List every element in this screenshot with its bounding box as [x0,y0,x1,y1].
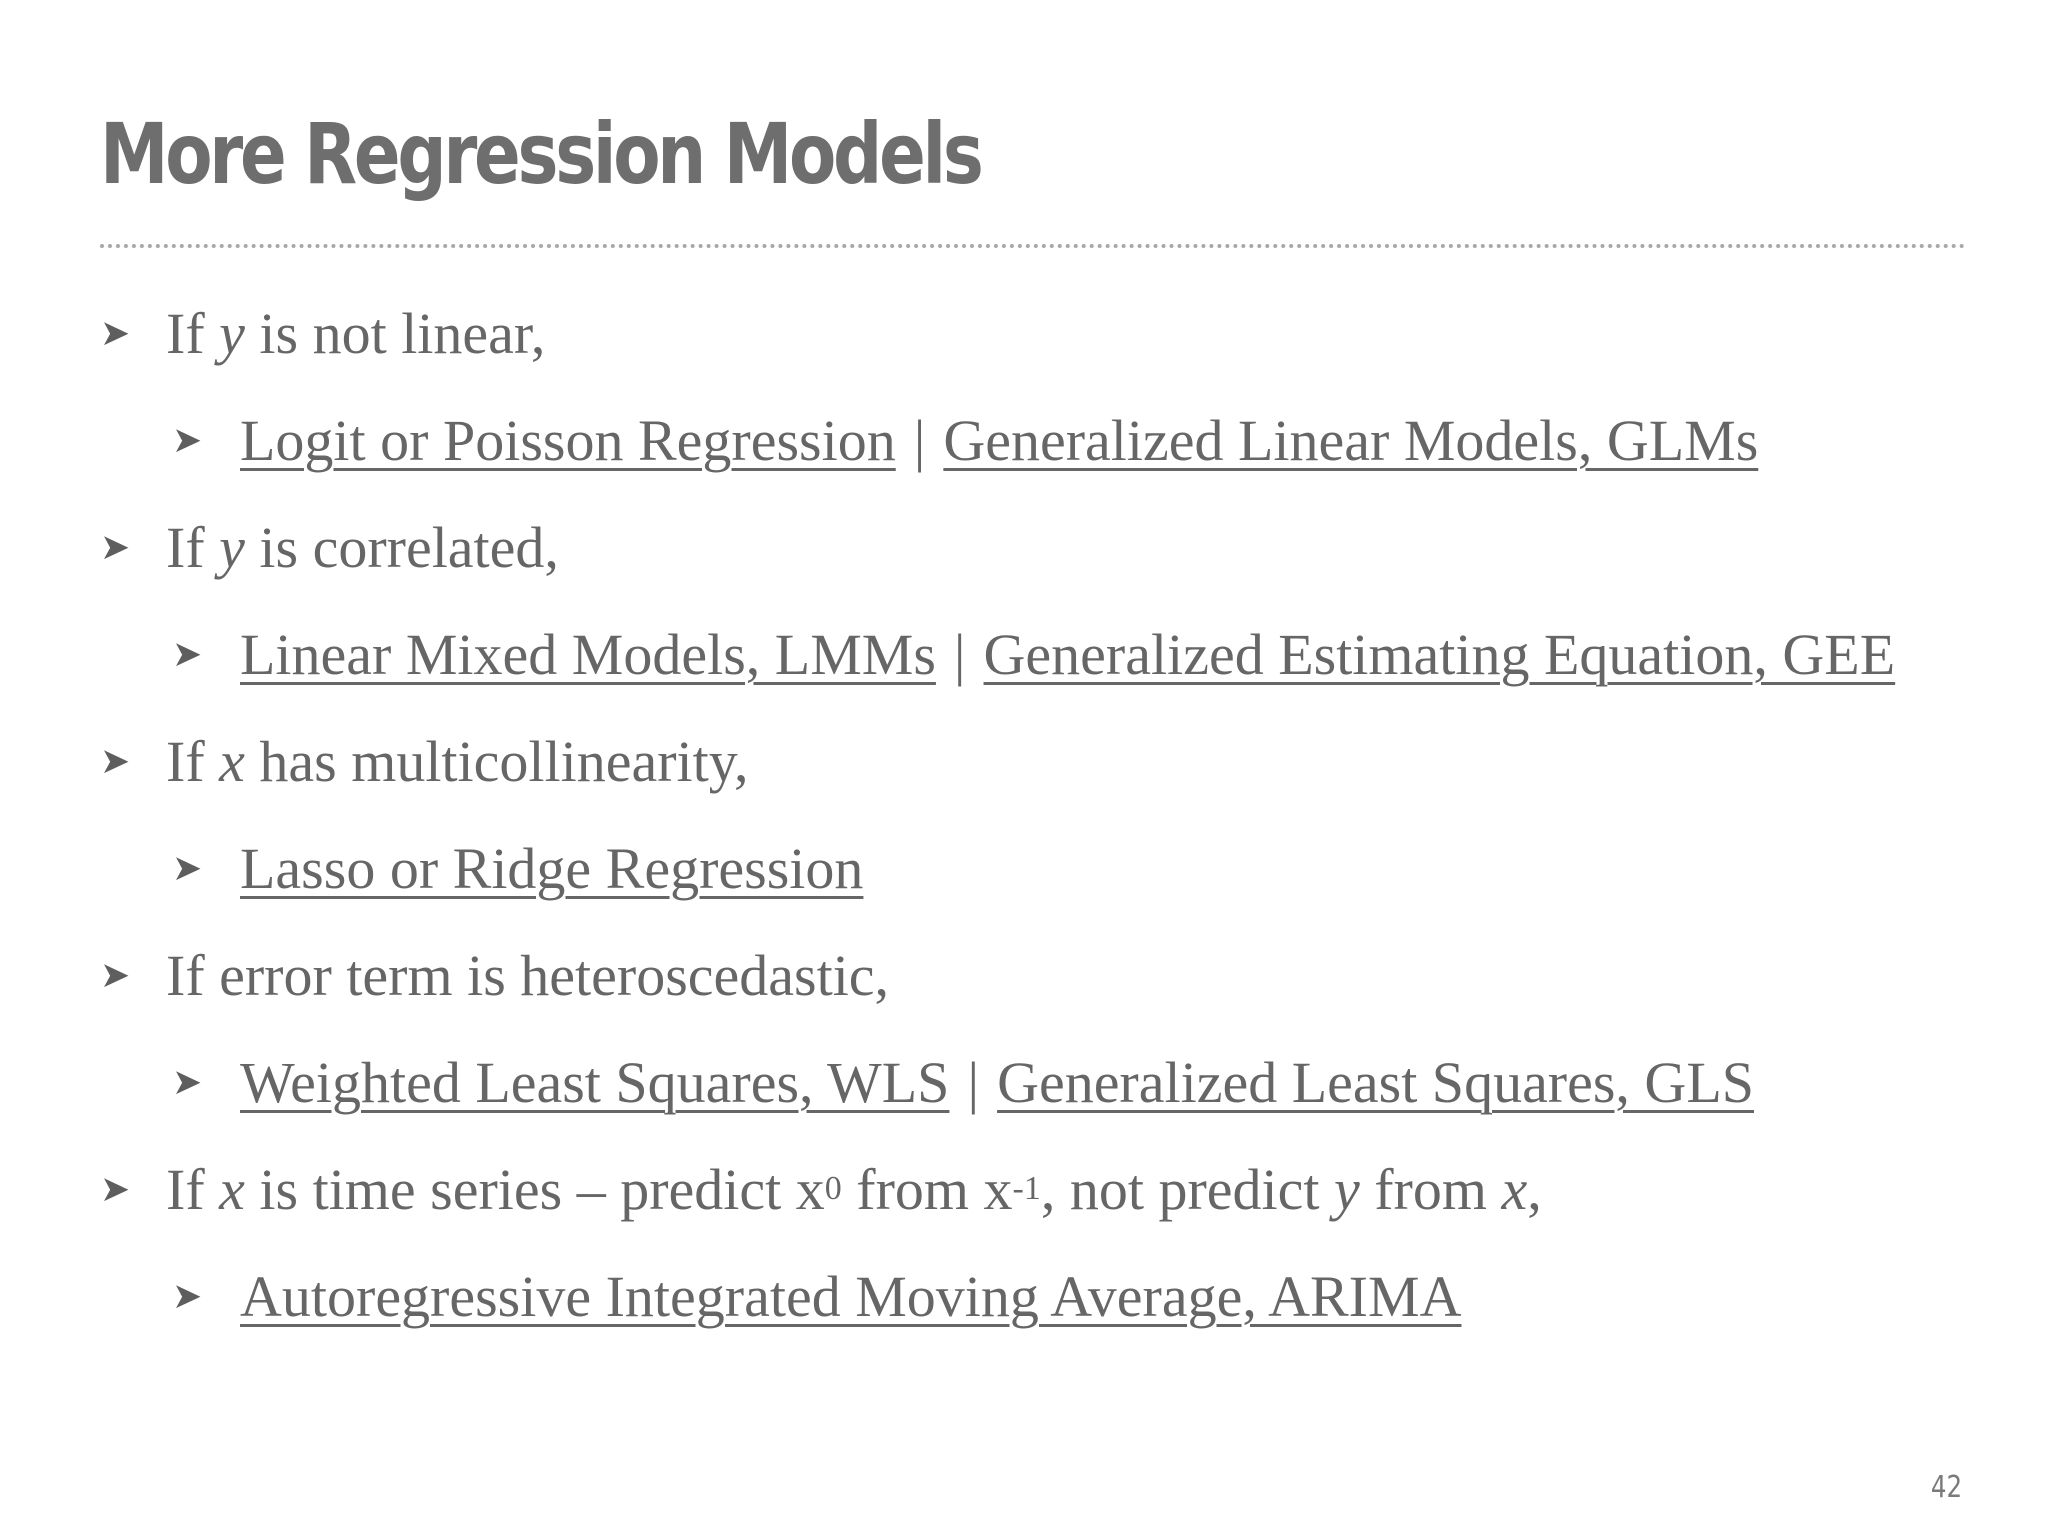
bullet-item-1 [100,293,545,373]
link-gee[interactable]: Generalized Estimating Equation, GEE [983,621,1896,687]
bullet-prefix: If [166,514,205,580]
bullet-prefix: If [166,1156,205,1222]
bullet-text: is not linear, [259,300,546,366]
link-glms[interactable]: Generalized Linear Models, GLMs [943,407,1759,473]
bullet-item-2 [100,507,559,587]
bullet-prefix: If [166,728,205,794]
variable: y [1333,1156,1360,1222]
arrowhead-icon: ➤ [172,419,203,461]
link-lasso-ridge[interactable]: Lasso or Ridge Regression [240,835,864,901]
bullet-item-4 [100,935,889,1015]
link-arima[interactable]: Autoregressive Integrated Moving Average, ARIMA [240,1263,1462,1329]
bullet-text: has multicollinearity, [259,728,749,794]
variable: x [219,1156,245,1222]
arrowhead-icon: ➤ [172,1275,203,1317]
subscript: -1 [1012,1170,1041,1207]
arrowhead-icon: ➤ [100,1168,131,1210]
sub-bullet-item-2 [172,614,1895,694]
bullet-text: , [1527,1156,1542,1222]
link-wls[interactable]: Weighted Least Squares, WLS [240,1049,950,1115]
arrowhead-icon: ➤ [172,847,203,889]
link-separator: | [967,1049,980,1115]
arrowhead-icon: ➤ [100,312,131,354]
arrowhead-icon: ➤ [100,526,131,568]
bullet-item-3 [100,721,749,801]
bullet-prefix: If [166,300,205,366]
sub-bullet-item-3 [172,828,863,908]
arrowhead-icon: ➤ [100,954,131,996]
bullet-text: is correlated, [259,514,559,580]
page-number: 42 [1930,1470,1962,1505]
slide-title: More Regression Models [100,105,981,203]
variable: x [1501,1156,1528,1222]
subscript: 0 [824,1170,842,1207]
sub-bullet-item-5 [172,1256,1461,1336]
sub-bullet-item-1 [172,400,1758,480]
variable: x [219,728,245,794]
variable: y [219,514,245,580]
bullet-item-5 [100,1149,1542,1229]
title-divider [100,244,1966,248]
bullet-text: from [1374,1156,1487,1222]
bullet-text: If error term is heteroscedastic, [166,942,890,1008]
link-gls[interactable]: Generalized Least Squares, GLS [997,1049,1755,1115]
link-separator: | [913,407,926,473]
link-logit-poisson[interactable]: Logit or Poisson Regression [240,407,896,473]
arrowhead-icon: ➤ [172,1061,203,1103]
bullet-text: , not predict [1040,1156,1320,1222]
arrowhead-icon: ➤ [172,633,203,675]
arrowhead-icon: ➤ [100,740,131,782]
bullet-text: from x [856,1156,1013,1222]
sub-bullet-item-4 [172,1042,1754,1122]
link-lmms[interactable]: Linear Mixed Models, LMMs [240,621,936,687]
bullet-text: is time series – predict x [259,1156,825,1222]
link-separator: | [953,621,966,687]
variable: y [219,300,245,366]
